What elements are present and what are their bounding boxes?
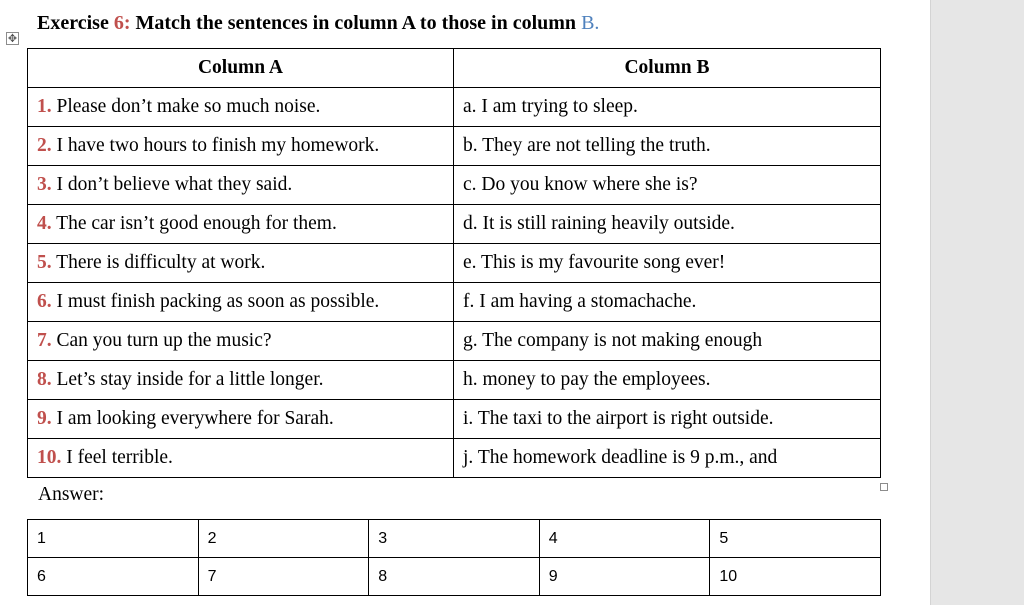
column-a-cell[interactable] bbox=[28, 127, 454, 166]
answer-table bbox=[27, 519, 881, 596]
sentence-number: 5. bbox=[37, 252, 52, 273]
column-b-header: Column B bbox=[454, 49, 881, 88]
answer-cell[interactable]: 8 bbox=[369, 558, 540, 596]
column-b-cell[interactable] bbox=[454, 88, 881, 127]
sentence-number: 4. bbox=[37, 213, 52, 234]
column-b-text: c. Do you know where she is? bbox=[463, 174, 698, 195]
sentence-number: 7. bbox=[37, 330, 52, 351]
column-b-cell[interactable] bbox=[454, 244, 881, 283]
answer-cell[interactable]: 6 bbox=[28, 558, 199, 596]
column-b-text: f. I am having a stomachache. bbox=[463, 291, 697, 312]
answer-cell[interactable]: 5 bbox=[710, 520, 881, 558]
column-a-cell[interactable] bbox=[28, 361, 454, 400]
answer-cell[interactable]: 4 bbox=[539, 520, 710, 558]
column-a-text: I don’t believe what they said. bbox=[56, 174, 293, 195]
exercise-number: 6: bbox=[113, 12, 131, 34]
column-a-cell[interactable] bbox=[28, 88, 454, 127]
sentence-number: 6. bbox=[37, 291, 52, 312]
move-icon: ✥ bbox=[7, 32, 18, 45]
answer-row bbox=[28, 520, 881, 558]
sentence-number: 2. bbox=[37, 135, 52, 156]
table-row bbox=[28, 244, 881, 283]
column-a-text: I must finish packing as soon as possible. bbox=[56, 291, 380, 312]
column-b-cell[interactable] bbox=[454, 127, 881, 166]
table-move-handle[interactable] bbox=[6, 32, 19, 45]
column-b-text: i. The taxi to the airport is right outside. bbox=[463, 408, 774, 429]
column-b-text: e. This is my favourite song ever! bbox=[463, 252, 726, 273]
table-row bbox=[28, 283, 881, 322]
column-a-text: Let’s stay inside for a little longer. bbox=[56, 369, 324, 390]
column-reference: B. bbox=[581, 12, 600, 34]
sentence-number: 1. bbox=[37, 96, 52, 117]
sentence-number: 3. bbox=[37, 174, 52, 195]
column-b-cell[interactable] bbox=[454, 205, 881, 244]
window-gutter bbox=[930, 0, 1024, 605]
table-row bbox=[28, 127, 881, 166]
column-a-cell[interactable] bbox=[28, 205, 454, 244]
table-row bbox=[28, 166, 881, 205]
column-a-text: I feel terrible. bbox=[66, 447, 173, 468]
table-row bbox=[28, 322, 881, 361]
column-a-cell[interactable] bbox=[28, 244, 454, 283]
column-b-text: j. The homework deadline is 9 p.m., and bbox=[463, 447, 778, 468]
answer-cell[interactable]: 1 bbox=[28, 520, 199, 558]
column-a-text: I am looking everywhere for Sarah. bbox=[56, 408, 334, 429]
column-b-text: g. The company is not making enough bbox=[463, 330, 763, 351]
column-a-text: There is difficulty at work. bbox=[56, 252, 266, 273]
table-row bbox=[28, 88, 881, 127]
answer-cell[interactable]: 9 bbox=[539, 558, 710, 596]
sentence-number: 9. bbox=[37, 408, 52, 429]
table-row bbox=[28, 439, 881, 478]
column-a-text: The car isn’t good enough for them. bbox=[56, 213, 337, 234]
answer-row bbox=[28, 558, 881, 596]
column-b-cell[interactable] bbox=[454, 166, 881, 205]
table-header-row bbox=[28, 49, 881, 88]
exercise-title bbox=[37, 12, 599, 35]
column-b-cell[interactable] bbox=[454, 400, 881, 439]
column-a-cell[interactable] bbox=[28, 439, 454, 478]
column-a-cell[interactable] bbox=[28, 322, 454, 361]
exercise-instruction: Match the sentences in column A to those in column bbox=[135, 12, 577, 34]
column-b-text: b. They are not telling the truth. bbox=[463, 135, 711, 156]
table-resize-handle[interactable] bbox=[880, 483, 888, 491]
answer-cell[interactable]: 10 bbox=[710, 558, 881, 596]
column-b-text: d. It is still raining heavily outside. bbox=[463, 213, 735, 234]
column-a-text: Can you turn up the music? bbox=[56, 330, 272, 351]
column-a-header: Column A bbox=[28, 49, 454, 88]
column-b-text: a. I am trying to sleep. bbox=[463, 96, 638, 117]
table-row bbox=[28, 361, 881, 400]
column-a-cell[interactable] bbox=[28, 400, 454, 439]
exercise-label: Exercise bbox=[37, 12, 109, 34]
table-row bbox=[28, 205, 881, 244]
column-b-cell[interactable] bbox=[454, 439, 881, 478]
sentence-number: 10. bbox=[37, 447, 62, 468]
answer-cell[interactable]: 2 bbox=[198, 520, 369, 558]
column-a-text: Please don’t make so much noise. bbox=[56, 96, 321, 117]
table-row bbox=[28, 400, 881, 439]
column-b-cell[interactable] bbox=[454, 361, 881, 400]
answer-cell[interactable]: 7 bbox=[198, 558, 369, 596]
column-b-cell[interactable] bbox=[454, 322, 881, 361]
answer-label: Answer: bbox=[38, 484, 105, 505]
sentence-number: 8. bbox=[37, 369, 52, 390]
column-b-text: h. money to pay the employees. bbox=[463, 369, 711, 390]
column-a-cell[interactable] bbox=[28, 283, 454, 322]
column-a-text: I have two hours to finish my homework. bbox=[56, 135, 380, 156]
column-b-cell[interactable] bbox=[454, 283, 881, 322]
answer-cell[interactable]: 3 bbox=[369, 520, 540, 558]
column-a-cell[interactable] bbox=[28, 166, 454, 205]
matching-table bbox=[27, 48, 881, 478]
